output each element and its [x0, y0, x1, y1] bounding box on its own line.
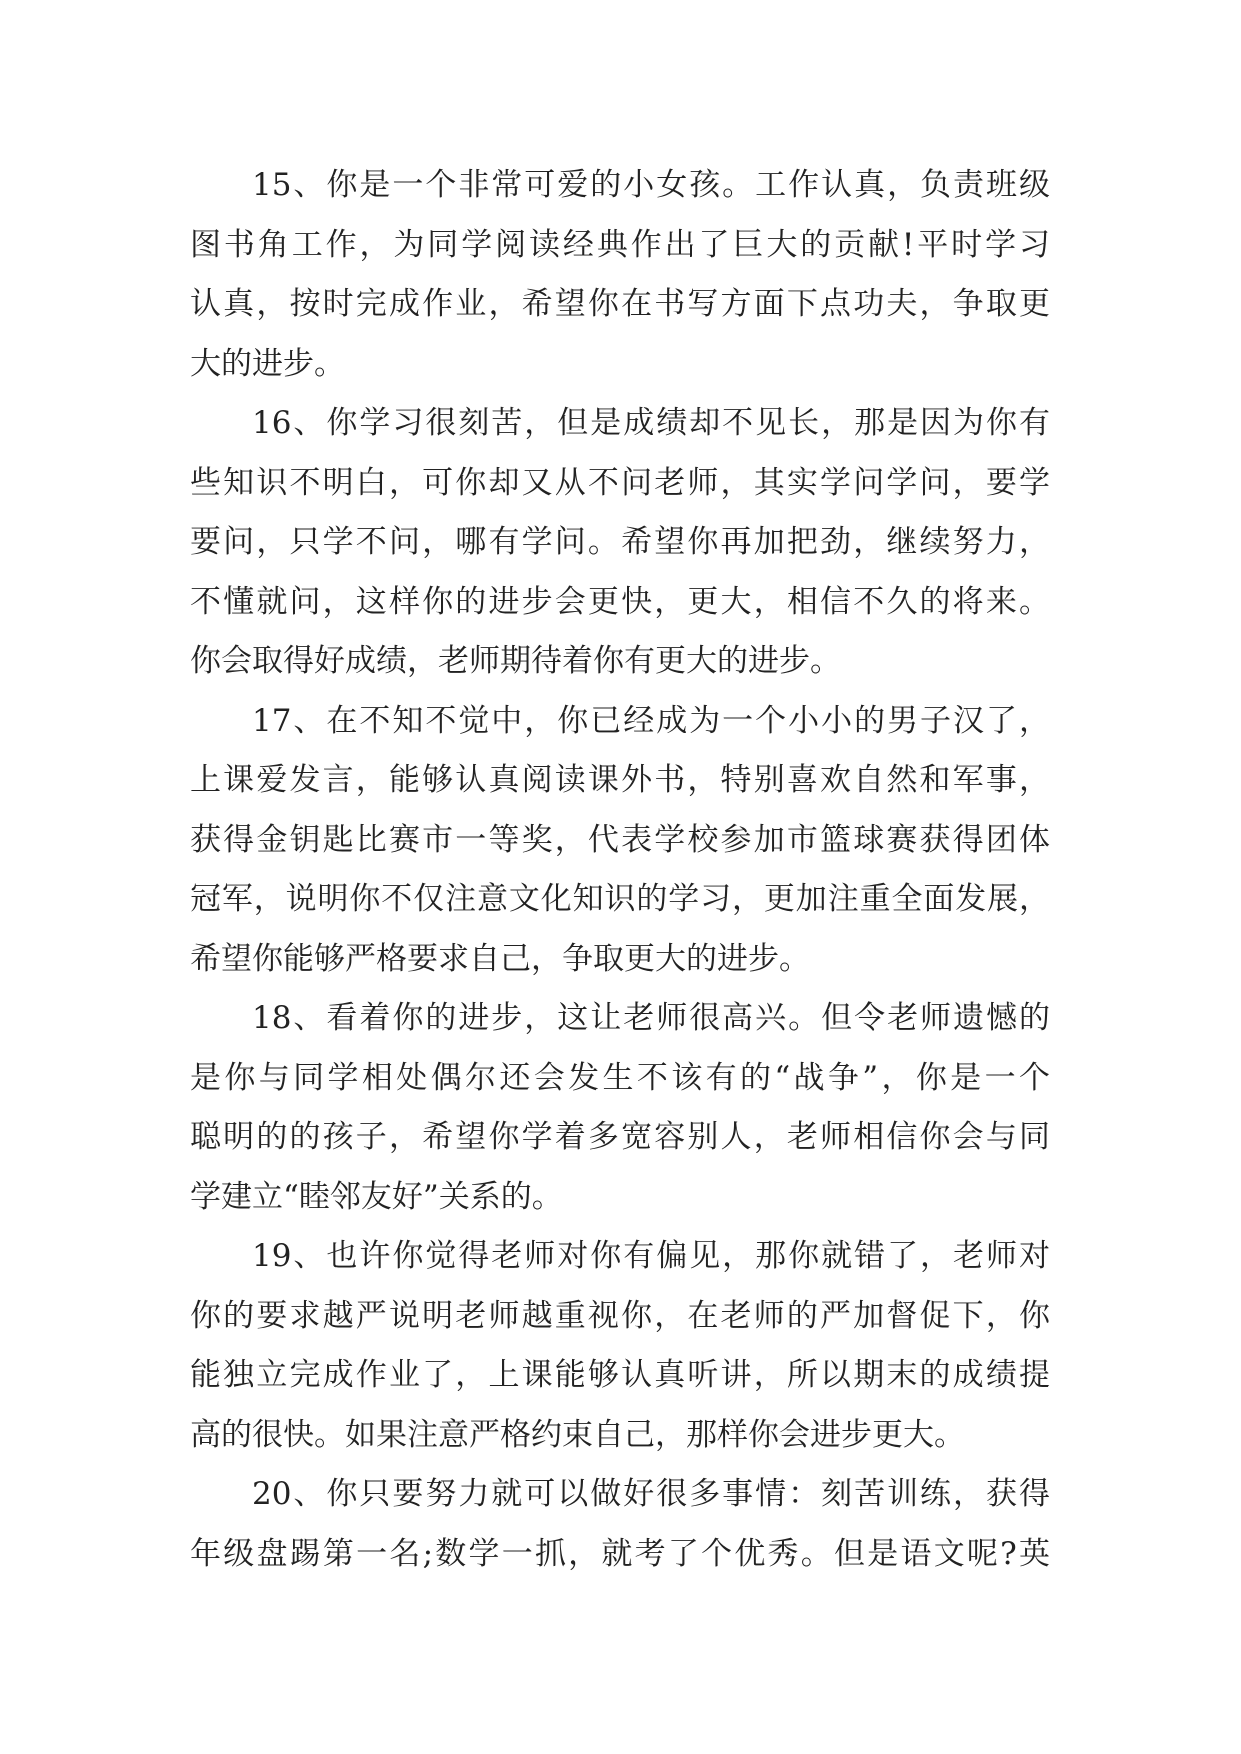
text-line: 不懂就问，这样你的进步会更快，更大，相信不久的将来。 — [190, 583, 1050, 620]
text-line: 大的进步。 — [190, 345, 345, 382]
text-line: 是你与同学相处偶尔还会发生不该有的“战争”，你是一个 — [190, 1059, 1050, 1096]
paragraph-16 — [190, 394, 1050, 692]
text-line: 些知识不明白，可你却又从不问老师，其实学问学问，要学 — [190, 464, 1050, 501]
text-line: 聪明的的孩子，希望你学着多宽容别人，老师相信你会与同 — [190, 1119, 1050, 1155]
text-line: 认真，按时完成作业，希望你在书写方面下点功夫，争取更 — [190, 286, 1050, 322]
text-line: 要问，只学不问，哪有学问。希望你再加把劲，继续努力， — [190, 524, 1050, 560]
text-line: 17、在不知不觉中，你已经成为一个小小的男子汉了， — [252, 702, 1050, 739]
paragraph-18 — [190, 989, 1050, 1227]
text-line: 冠军，说明你不仅注意文化知识的学习，更加注重全面发展， — [190, 881, 1050, 917]
paragraph-19 — [190, 1227, 1050, 1465]
text-line: 你的要求越严说明老师越重视你，在老师的严加督促下，你 — [190, 1297, 1050, 1334]
text-line: 16、你学习很刻苦，但是成绩却不见长，那是因为你有 — [252, 405, 1050, 441]
paragraph-20 — [190, 1465, 1050, 1584]
paragraph-15 — [190, 156, 1050, 394]
text-line: 19、也许你觉得老师对你有偏见，那你就错了，老师对 — [252, 1238, 1050, 1274]
text-line: 上课爱发言，能够认真阅读课外书，特别喜欢自然和军事， — [190, 762, 1050, 798]
text-line: 15、你是一个非常可爱的小女孩。工作认真，负责班级 — [252, 167, 1050, 203]
text-line: 能独立完成作业了，上课能够认真听讲，所以期末的成绩提 — [190, 1357, 1050, 1393]
text-line: 20、你只要努力就可以做好很多事情：刻苦训练，获得 — [252, 1476, 1050, 1512]
text-line: 18、看着你的进步，这让老师很高兴。但令老师遗憾的 — [252, 1000, 1050, 1036]
paragraph-17 — [190, 692, 1050, 990]
text-line: 学建立“睦邻友好”关系的。 — [190, 1178, 563, 1215]
text-line: 高的很快。如果注意严格约束自己，那样你会进步更大。 — [190, 1416, 965, 1453]
text-line: 希望你能够严格要求自己，争取更大的进步。 — [190, 940, 810, 977]
text-line: 图书角工作，为同学阅读经典作出了巨大的贡献!平时学习 — [190, 226, 1050, 263]
text-line: 获得金钥匙比赛市一等奖，代表学校参加市篮球赛获得团体 — [190, 821, 1050, 858]
document-body — [190, 156, 1050, 1584]
text-line: 年级盘踢第一名;数学一抓，就考了个优秀。但是语文呢?英 — [190, 1535, 1050, 1572]
text-line: 你会取得好成绩，老师期待着你有更大的进步。 — [190, 643, 841, 679]
